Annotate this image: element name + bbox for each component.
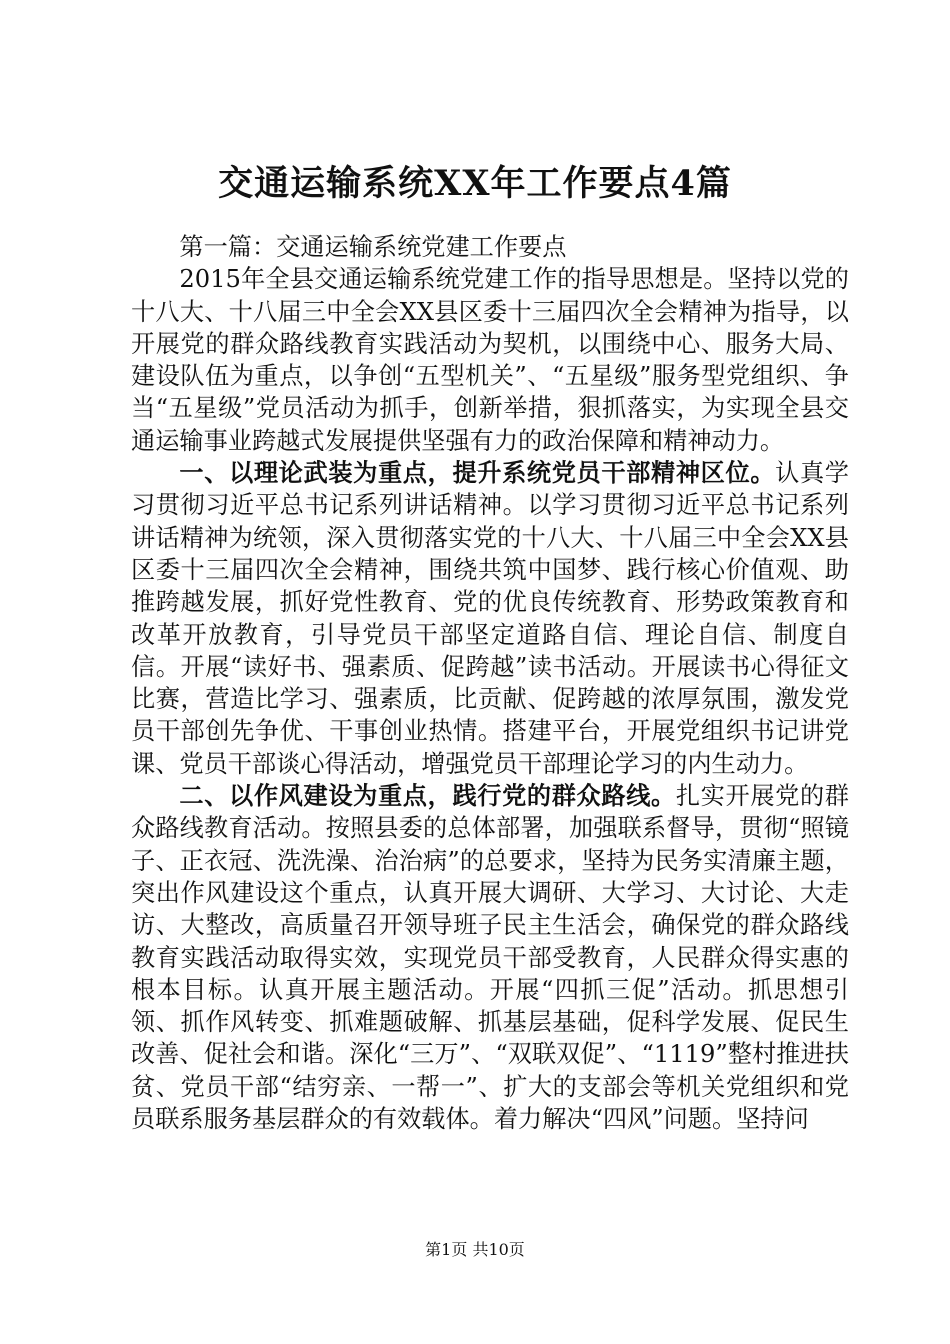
- document-body: [131, 231, 849, 1135]
- paragraph-3-heading: 二、以作风建设为重点，践行党的群众路线。: [179, 781, 676, 811]
- section-heading: 第一篇：交通运输系统党建工作要点: [179, 233, 567, 261]
- paragraph-3: [131, 780, 849, 1135]
- document-title: 交通运输系统XX年工作要点4篇: [218, 163, 732, 204]
- paragraph-2-text: 认真学习贯彻习近平总书记系列讲话精神。以学习贯彻习近平总书记系列讲话精神为统领，深入贯彻落实党的十八大、十八届三中全会XX县区委十三届四次全会精神，围绕共筑中国梦、践行核心价值观、助推跨越发展，抓好党性教育、党的优良传统教育、形势政策教育和改革开放教育，引导党员干部坚定道路自信、理论自信、制度自信。开展“读好书、强素质、促跨越”读书活动。开展读书心得征文比赛，营造比学习、强素质，比贡献、促跨越的浓厚氛围，激发党员干部创先争优、干事创业热情。搭建平台，开展党组织书记讲党课、党员干部谈心得活动，增强党员干部理论学习的内生动力。: [131, 459, 849, 778]
- paragraph-1-text: 2015年全县交通运输系统党建工作的指导思想是。坚持以党的十八大、十八届三中全会XX县区委十三届四次全会精神为指导，以开展党的群众路线教育实践活动为契机，以围绕中心、服务大局、建设队伍为重点，以争创“五型机关”、“五星级”服务型党组织、争当“五星级”党员活动为抓手，创新举措，狠抓落实，为实现全县交通运输事业跨越式发展提供坚强有力的政治保障和精神动力。: [131, 265, 849, 455]
- paragraph-2: [131, 457, 849, 780]
- paragraph-3-text: 扎实开展党的群众路线教育活动。按照县委的总体部署，加强联系督导，贯彻“照镜子、正衣冠、洗洗澡、治治病”的总要求，坚持为民务实清廉主题，突出作风建设这个重点，认真开展大调研、大学习、大讨论、大走访、大整改，高质量召开领导班子民主生活会，确保党的群众路线教育实践活动取得实效，实现党员干部受教育，人民群众得实惠的根本目标。认真开展主题活动。开展“四抓三促”活动。抓思想引领、抓作风转变、抓难题破解、抓基层基础，促科学发展、促民生改善、促社会和谐。深化“三万”、“双联双促”、“1119”整村推进扶贫、党员干部“结穷亲、一帮一”、扩大的支部会等机关党组织和党员联系服务基层群众的有效载体。着力解决“四风”问题。坚持问: [131, 782, 849, 1134]
- paragraph-1: [131, 263, 849, 457]
- page-footer: 第1页 共10页: [425, 1240, 525, 1259]
- paragraph-2-heading: 一、以理论武装为重点，提升系统党员干部精神区位。: [179, 458, 776, 488]
